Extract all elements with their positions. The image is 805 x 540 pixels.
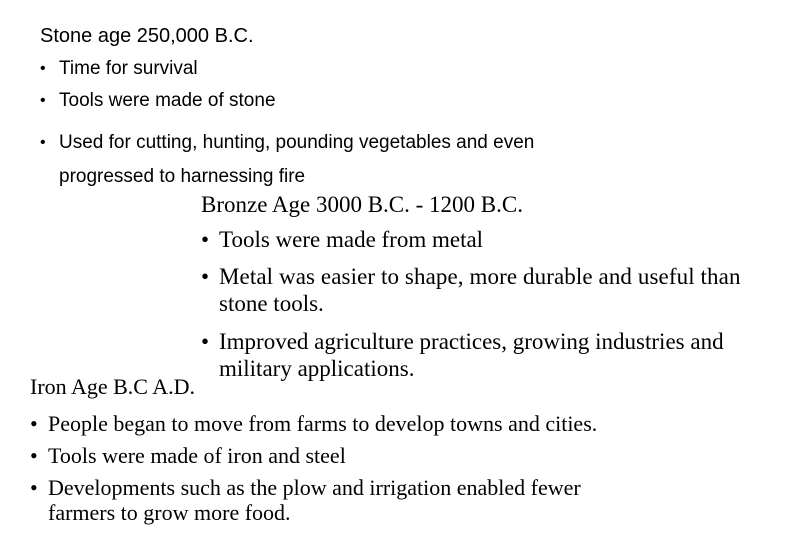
iron-age-item: Tools were made of iron and steel — [48, 443, 346, 468]
bullet: • — [201, 329, 210, 354]
bullet: • — [30, 443, 38, 468]
bronze-age-item-continuation: stone tools. — [219, 291, 324, 316]
bronze-age-item: Improved agriculture practices, growing industries and — [219, 329, 724, 354]
bullet: • — [40, 92, 46, 109]
bullet: • — [201, 227, 210, 252]
bronze-age-item: Tools were made from metal — [219, 227, 484, 252]
bronze-age-title: Bronze Age 3000 B.C. - 1200 B.C. — [201, 192, 523, 217]
iron-age-item: People began to move from farms to develop towns and cities. — [48, 411, 598, 436]
bullet: • — [201, 264, 210, 289]
stone-age-item-continuation: progressed to harnessing fire — [59, 166, 306, 187]
bullet: • — [30, 411, 38, 436]
bullet: • — [30, 475, 38, 500]
iron-age-item-continuation: farmers to grow more food. — [48, 500, 291, 525]
stone-age-item: Tools were made of stone — [59, 90, 276, 111]
bullet: • — [40, 60, 46, 77]
iron-age-title: Iron Age B.C A.D. — [30, 374, 195, 399]
bullet: • — [40, 134, 46, 151]
stone-age-item: Time for survival — [59, 58, 198, 79]
bronze-age-item: Metal was easier to shape, more durable and useful than — [219, 264, 741, 289]
iron-age-item: Developments such as the plow and irrigation enabled fewer — [48, 475, 581, 500]
bronze-age-item-continuation: military applications. — [219, 356, 415, 381]
stone-age-title: Stone age 250,000 B.C. — [40, 25, 254, 47]
stone-age-item: Used for cutting, hunting, pounding vegetables and even — [59, 132, 535, 153]
